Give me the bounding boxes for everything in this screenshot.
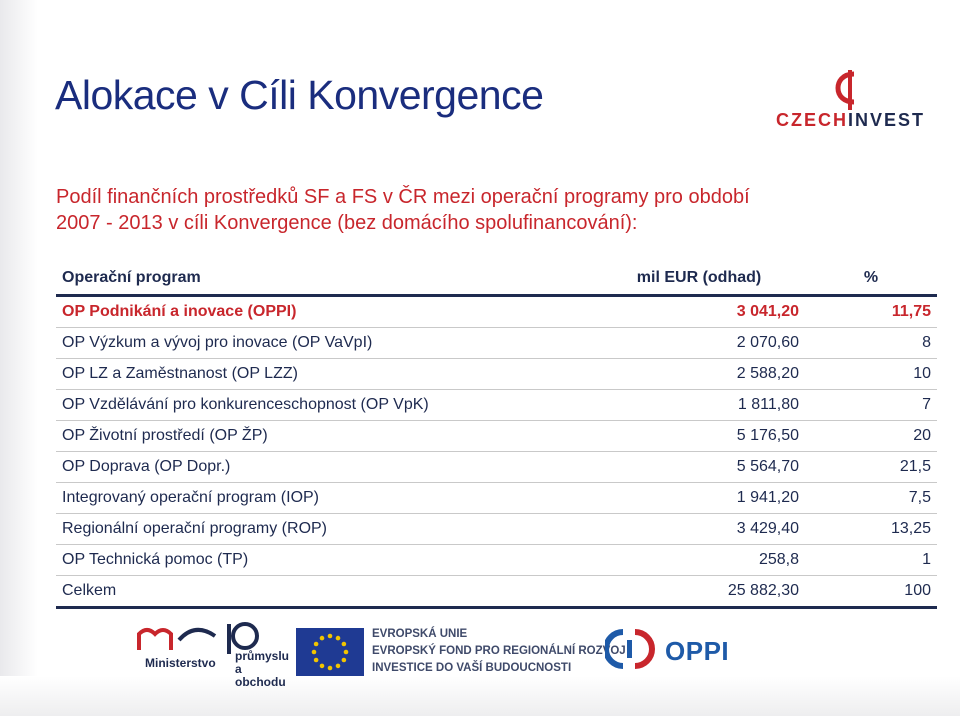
- cell-program: OP Výzkum a vývoj pro inovace (OP VaVpI): [56, 328, 593, 359]
- subtitle-line-2: 2007 - 2013 v cíli Konvergence (bez domácího spolufinancování):: [56, 212, 638, 234]
- cell-percent: 13,25: [805, 514, 937, 545]
- cell-program: Celkem: [56, 576, 593, 608]
- cell-eur: 2 070,60: [593, 328, 805, 359]
- cell-percent: 11,75: [805, 296, 937, 328]
- cell-percent: 100: [805, 576, 937, 608]
- eu-line-3: INVESTICE DO VAŠÍ BUDOUCNOSTI: [372, 662, 572, 674]
- logo-part-invest: INVEST: [848, 110, 926, 130]
- mpo-prumyslu: [235, 650, 295, 689]
- cell-program: OP Doprava (OP Dopr.): [56, 452, 593, 483]
- cell-program: Regionální operační programy (ROP): [56, 514, 593, 545]
- table-row: [56, 483, 937, 514]
- cell-eur: 258,8: [593, 545, 805, 576]
- cell-eur: 5 564,70: [593, 452, 805, 483]
- subtitle-line-1: Podíl finančních prostředků SF a FS v ČR mezi operační programy pro období: [56, 186, 750, 208]
- cell-percent: 21,5: [805, 452, 937, 483]
- table-row: [56, 359, 937, 390]
- cell-program: OP LZ a Zaměstnanost (OP LZZ): [56, 359, 593, 390]
- header-eur: mil EUR (odhad): [593, 262, 805, 296]
- mpo-logo: [135, 620, 295, 692]
- cell-percent: 7: [805, 390, 937, 421]
- eu-fund-text: [372, 626, 626, 677]
- mpo-line-2: průmyslu: [235, 649, 290, 663]
- allocation-table: [56, 262, 937, 609]
- cell-eur: 3 041,20: [593, 296, 805, 328]
- logo-part-czech: CZECH: [776, 110, 848, 130]
- cell-percent: 1: [805, 545, 937, 576]
- cell-eur: 25 882,30: [593, 576, 805, 608]
- mpo-line-3: a obchodu: [235, 662, 286, 689]
- table-header-row: [56, 262, 937, 296]
- cell-program: OP Vzdělávání pro konkurenceschopnost (OP VpK): [56, 390, 593, 421]
- cell-eur: 1 811,80: [593, 390, 805, 421]
- cell-eur: 5 176,50: [593, 421, 805, 452]
- table-row: [56, 296, 937, 328]
- cell-program: OP Životní prostředí (OP ŽP): [56, 421, 593, 452]
- cell-eur: 3 429,40: [593, 514, 805, 545]
- czechinvest-logo-icon: [834, 70, 864, 110]
- oppi-logo: [605, 626, 745, 676]
- table-row: [56, 545, 937, 576]
- cell-eur: 1 941,20: [593, 483, 805, 514]
- cell-program: Integrovaný operační program (IOP): [56, 483, 593, 514]
- cell-eur: 2 588,20: [593, 359, 805, 390]
- czechinvest-wordmark: [776, 110, 925, 131]
- mpo-ministerstvo: Ministerstvo: [145, 656, 216, 670]
- cell-program: OP Technická pomoc (TP): [56, 545, 593, 576]
- eu-flag-icon: [296, 628, 364, 676]
- cell-percent: 8: [805, 328, 937, 359]
- footer-logos: [0, 620, 960, 700]
- eu-line-1: EVROPSKÁ UNIE: [372, 628, 468, 640]
- cell-percent: 7,5: [805, 483, 937, 514]
- table-row: [56, 421, 937, 452]
- oppi-logo-icon: [605, 626, 657, 672]
- table-row-total: [56, 576, 937, 608]
- cell-percent: 20: [805, 421, 937, 452]
- table-row: [56, 514, 937, 545]
- header-percent: %: [805, 262, 937, 296]
- oppi-wordmark: OPPI: [665, 636, 730, 666]
- slide-edge-shading: [0, 0, 38, 716]
- cell-program: OP Podnikání a inovace (OPPI): [56, 296, 593, 328]
- subtitle: [56, 184, 916, 236]
- czechinvest-logo: [776, 70, 926, 130]
- slide-title: Alokace v Cíli Konvergence: [55, 72, 544, 118]
- table-row: [56, 390, 937, 421]
- table-row: [56, 328, 937, 359]
- header-program: Operační program: [56, 262, 593, 296]
- cell-percent: 10: [805, 359, 937, 390]
- eu-line-2: EVROPSKÝ FOND PRO REGIONÁLNÍ ROZVOJ: [372, 645, 626, 657]
- table-row: [56, 452, 937, 483]
